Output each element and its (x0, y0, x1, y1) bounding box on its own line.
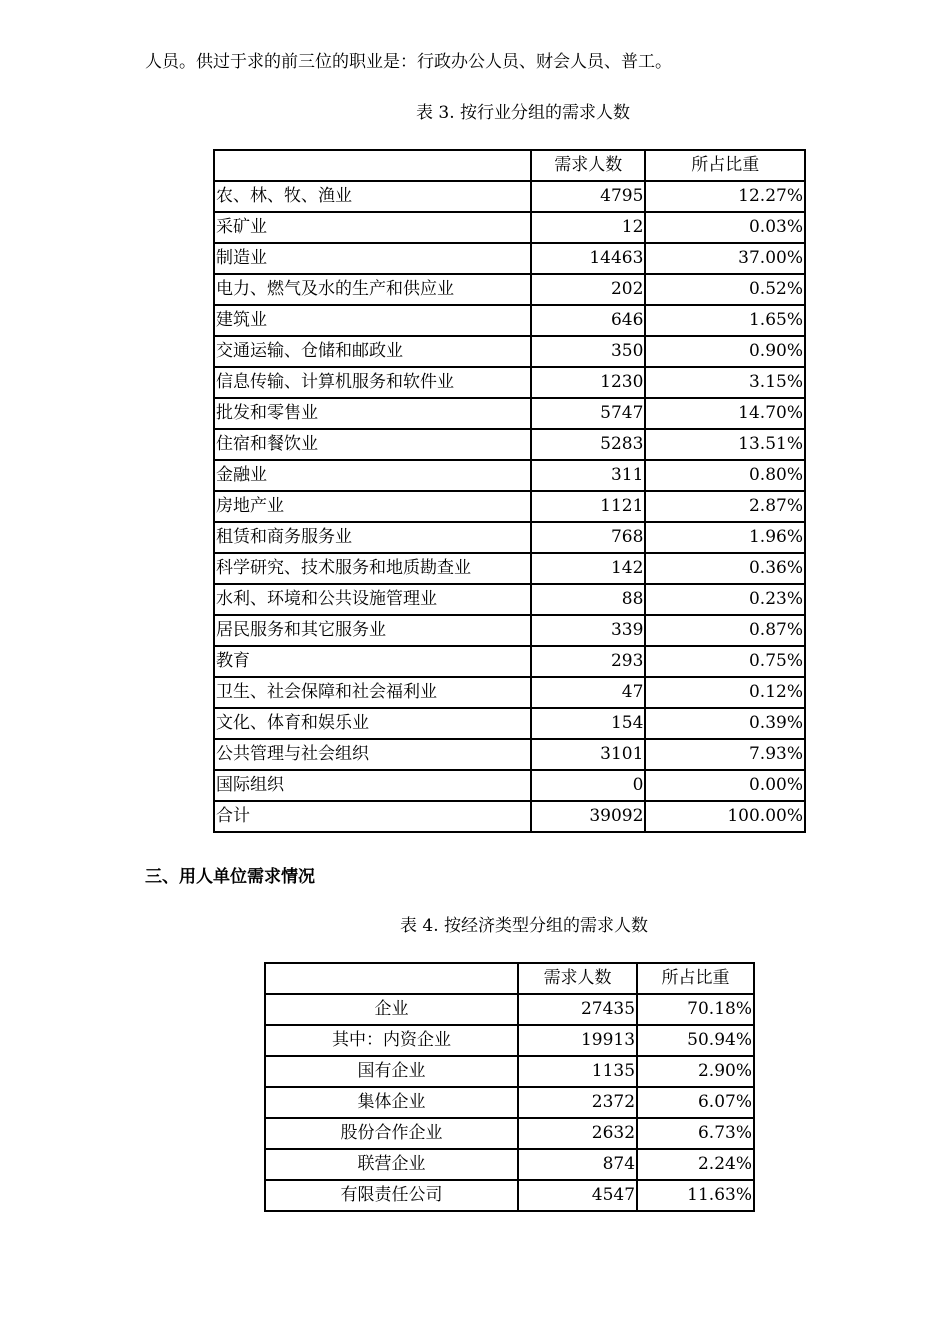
share-percent-cell: 14.70% (646, 399, 804, 430)
table-row (215, 368, 804, 399)
table-row (266, 995, 753, 1026)
demand-count-cell: 293 (532, 647, 646, 678)
category-cell: 交通运输、仓储和邮政业 (215, 337, 532, 368)
demand-count-cell: 5747 (532, 399, 646, 430)
table-header-row (266, 964, 753, 995)
demand-count-cell: 311 (532, 461, 646, 492)
header-cell: 需求人数 (519, 964, 638, 995)
share-percent-cell: 13.51% (646, 430, 804, 461)
share-percent-cell: 0.00% (646, 771, 804, 802)
share-percent-cell: 0.36% (646, 554, 804, 585)
share-percent-cell: 3.15% (646, 368, 804, 399)
section-heading: 三、用人单位需求情况 (145, 867, 315, 887)
share-percent-cell: 37.00% (646, 244, 804, 275)
category-cell: 农、林、牧、渔业 (215, 182, 532, 213)
category-cell: 制造业 (215, 244, 532, 275)
header-cell: 所占比重 (646, 151, 804, 182)
table-row (215, 306, 804, 337)
demand-count-cell: 19913 (519, 1026, 638, 1057)
category-cell: 住宿和餐饮业 (215, 430, 532, 461)
category-cell: 采矿业 (215, 213, 532, 244)
share-percent-cell: 50.94% (638, 1026, 753, 1057)
table-row (215, 399, 804, 430)
demand-count-cell: 142 (532, 554, 646, 585)
share-percent-cell: 12.27% (646, 182, 804, 213)
share-percent-cell: 0.12% (646, 678, 804, 709)
table-row (215, 678, 804, 709)
category-cell: 集体企业 (266, 1088, 519, 1119)
share-percent-cell: 70.18% (638, 995, 753, 1026)
share-percent-cell: 2.90% (638, 1057, 753, 1088)
header-cell: 所占比重 (638, 964, 753, 995)
category-cell: 国际组织 (215, 771, 532, 802)
demand-count-cell: 202 (532, 275, 646, 306)
table-row (266, 1088, 753, 1119)
demand-count-cell: 339 (532, 616, 646, 647)
demand-count-cell: 5283 (532, 430, 646, 461)
demand-count-cell: 874 (519, 1150, 638, 1181)
category-cell: 有限责任公司 (266, 1181, 519, 1210)
intro-paragraph: 人员。供过于求的前三位的职业是：行政办公人员、财会人员、普工。 (145, 52, 672, 72)
share-percent-cell: 1.96% (646, 523, 804, 554)
share-percent-cell: 0.87% (646, 616, 804, 647)
category-cell: 水利、环境和公共设施管理业 (215, 585, 532, 616)
share-percent-cell: 6.07% (638, 1088, 753, 1119)
table-row (266, 1150, 753, 1181)
demand-count-cell: 768 (532, 523, 646, 554)
demand-count-cell: 0 (532, 771, 646, 802)
category-cell: 批发和零售业 (215, 399, 532, 430)
table-row (215, 275, 804, 306)
share-percent-cell: 0.39% (646, 709, 804, 740)
demand-count-cell: 47 (532, 678, 646, 709)
table-row (215, 771, 804, 802)
category-cell: 合计 (215, 802, 532, 831)
share-percent-cell: 1.65% (646, 306, 804, 337)
category-cell: 卫生、社会保障和社会福利业 (215, 678, 532, 709)
table-row (215, 523, 804, 554)
demand-count-cell: 1121 (532, 492, 646, 523)
demand-count-cell: 4547 (519, 1181, 638, 1210)
demand-count-cell: 88 (532, 585, 646, 616)
share-percent-cell: 6.73% (638, 1119, 753, 1150)
category-cell: 电力、燃气及水的生产和供应业 (215, 275, 532, 306)
table-row (215, 585, 804, 616)
table-row (215, 337, 804, 368)
demand-count-cell: 14463 (532, 244, 646, 275)
table-row (266, 1057, 753, 1088)
table-row (215, 182, 804, 213)
table-row (215, 461, 804, 492)
industry-demand-table (213, 149, 806, 833)
share-percent-cell: 2.24% (638, 1150, 753, 1181)
category-cell: 科学研究、技术服务和地质勘查业 (215, 554, 532, 585)
header-cell-blank (215, 151, 532, 182)
share-percent-cell: 0.03% (646, 213, 804, 244)
category-cell: 居民服务和其它服务业 (215, 616, 532, 647)
share-percent-cell: 0.90% (646, 337, 804, 368)
category-cell: 公共管理与社会组织 (215, 740, 532, 771)
category-cell: 国有企业 (266, 1057, 519, 1088)
demand-count-cell: 154 (532, 709, 646, 740)
demand-count-cell: 3101 (532, 740, 646, 771)
economic-type-demand-table (264, 962, 755, 1212)
demand-count-cell: 1230 (532, 368, 646, 399)
demand-count-cell: 350 (532, 337, 646, 368)
category-cell: 信息传输、计算机服务和软件业 (215, 368, 532, 399)
category-cell: 联营企业 (266, 1150, 519, 1181)
category-cell: 租赁和商务服务业 (215, 523, 532, 554)
table-row (215, 740, 804, 771)
category-cell: 企业 (266, 995, 519, 1026)
table-row (266, 1026, 753, 1057)
header-cell-blank (266, 964, 519, 995)
share-percent-cell: 100.00% (727, 806, 803, 826)
table-row (215, 554, 804, 585)
demand-count-cell: 1135 (519, 1057, 638, 1088)
category-cell: 建筑业 (215, 306, 532, 337)
table-row (215, 213, 804, 244)
category-cell: 教育 (215, 647, 532, 678)
table-row (215, 492, 804, 523)
demand-count-cell: 2372 (519, 1088, 638, 1119)
share-percent-cell: 0.23% (646, 585, 804, 616)
table-row (215, 647, 804, 678)
demand-count-cell: 4795 (532, 182, 646, 213)
share-percent-cell: 2.87% (646, 492, 804, 523)
table-row (266, 1181, 753, 1210)
demand-count-cell: 12 (532, 213, 646, 244)
demand-count-cell: 646 (532, 306, 646, 337)
share-percent-cell: 0.75% (646, 647, 804, 678)
table-row (215, 616, 804, 647)
share-percent-cell: 11.63% (687, 1185, 752, 1205)
table-row (215, 430, 804, 461)
category-cell: 股份合作企业 (266, 1119, 519, 1150)
demand-count-cell: 27435 (519, 995, 638, 1026)
category-cell: 文化、体育和娱乐业 (215, 709, 532, 740)
category-cell: 房地产业 (215, 492, 532, 523)
share-percent-cell: 0.80% (646, 461, 804, 492)
share-percent-cell: 0.52% (646, 275, 804, 306)
table-row (215, 802, 804, 831)
table-row (215, 709, 804, 740)
header-cell: 需求人数 (532, 151, 646, 182)
share-percent-cell: 7.93% (646, 740, 804, 771)
table3-caption: 表 3. 按行业分组的需求人数 (415, 103, 631, 123)
table4-caption: 表 4. 按经济类型分组的需求人数 (399, 916, 649, 936)
table-row (215, 244, 804, 275)
category-cell: 金融业 (215, 461, 532, 492)
category-cell: 其中：内资企业 (266, 1026, 519, 1057)
table-row (266, 1119, 753, 1150)
demand-count-cell: 2632 (519, 1119, 638, 1150)
demand-count-cell: 39092 (532, 802, 646, 831)
table-header-row (215, 151, 804, 182)
